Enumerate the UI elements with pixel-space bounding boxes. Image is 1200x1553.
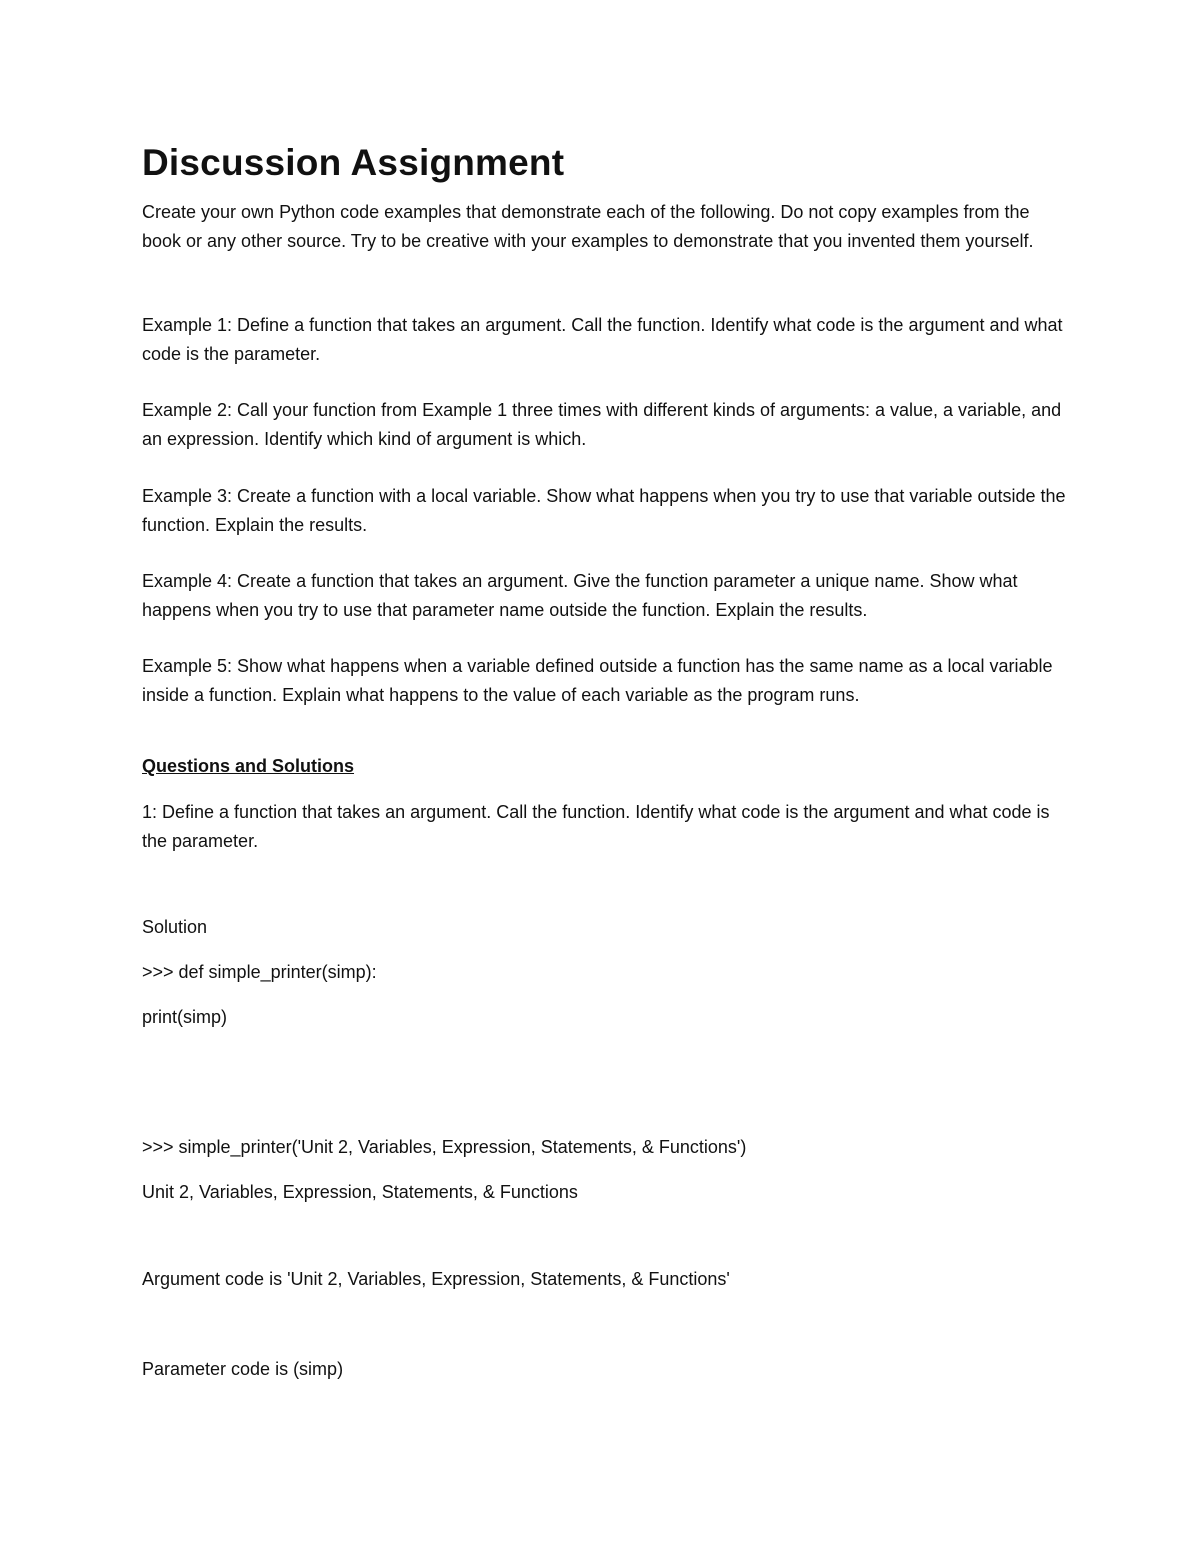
code-call-line: >>> simple_printer('Unit 2, Variables, Expression, Statements, & Functions')	[142, 1137, 747, 1157]
intro-paragraph: Create your own Python code examples that demonstrate each of the following. Do not copy examples from the book or any other source. Try to be creative with your examples to demonstrate that you invented them yourself.	[142, 202, 1034, 251]
code-output-line: Unit 2, Variables, Expression, Statements, & Functions	[142, 1182, 578, 1202]
code-print-line: print(simp)	[142, 1007, 228, 1027]
questions-heading: Questions and Solutions	[142, 756, 355, 776]
example-4-paragraph: Example 4: Create a function that takes an argument. Give the function parameter a unique name. Show what happens when you try to use that parameter name outside the function. Explain the results.	[142, 571, 1018, 620]
solution-label: Solution	[142, 917, 208, 937]
example-5-paragraph: Example 5: Show what happens when a variable defined outside a function has the same name as a local variable inside a function. Explain what happens to the value of each variable as the program runs.	[142, 656, 1053, 705]
question-1-paragraph: 1: Define a function that takes an argument. Call the function. Identify what code is the argument and what code is the parameter.	[142, 802, 1050, 851]
example-2-paragraph: Example 2: Call your function from Example 1 three times with different kinds of arguments: a value, a variable, and an expression. Identify which kind of argument is which.	[142, 400, 1062, 449]
parameter-note: Parameter code is (simp)	[142, 1359, 344, 1379]
code-def-line: >>> def simple_printer(simp):	[142, 962, 377, 982]
argument-note: Argument code is 'Unit 2, Variables, Expression, Statements, & Functions'	[142, 1269, 730, 1289]
document-title: Discussion Assignment	[142, 142, 565, 183]
example-1-paragraph: Example 1: Define a function that takes an argument. Call the function. Identify what code is the argument and what code is the parameter.	[142, 315, 1063, 364]
example-3-paragraph: Example 3: Create a function with a local variable. Show what happens when you try to use that variable outside the function. Explain the results.	[142, 486, 1066, 535]
